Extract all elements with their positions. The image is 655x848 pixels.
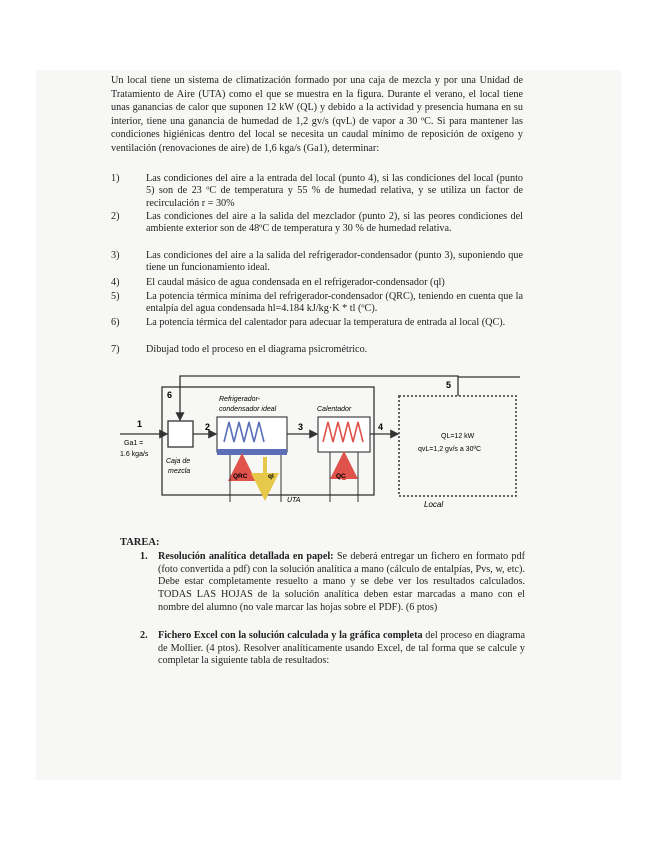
question-text: Las condiciones del aire a la salida del refrigerador-condensador (punto 3), suponiendo que tiene un funcionamiento ideal. — [146, 250, 523, 274]
heater-box — [318, 417, 370, 452]
tarea-text: del proceso en diagrama de Mollier. (4 ptos). Resolver analíticamente usando Excel, de tal forma que se calcule y completar la siguiente tabla de resultados: — [158, 630, 525, 667]
qrc-label: QRC — [233, 473, 248, 480]
problem-statement: Un local tiene un sistema de climatización formado por una caja de mezcla y por una Unidad de Tratamiento de Aire (UTA) como el que se muestra en la figura. Durante el verano, el local tiene unas ganancias de calor que suponen 12 kW (QL) y debido a la actividad y presencia humana en su interior, tiene una ganancia de humedad de 1,2 gv/s (qvL) de vapor a 30 ºC. Si para mantener las condiciones higiénicas dentro del local se necesita un caudal mínimo de reposición de oxígeno y ventilación (renovaciones de aire) de 1,6 kga/s (Ga1), determinar: — [111, 75, 523, 154]
refrigerator-label: Refrigerador- — [219, 396, 261, 403]
point-5-label: 5 — [446, 380, 452, 390]
tarea-number: 2. — [140, 630, 148, 641]
mixing-box — [168, 421, 193, 447]
qc-label: QC — [336, 473, 346, 480]
ql-label: ql — [268, 473, 274, 480]
point-1-label: 1 — [137, 419, 143, 429]
local-moisture-gain: qvL=1,2 gv/s a 30ºC — [418, 446, 482, 453]
tarea-bold: Fichero Excel con la solución calculada y la gráfica completa — [158, 630, 423, 641]
tarea-number: 1. — [140, 551, 148, 562]
heater-label: Calentador — [317, 406, 352, 413]
local-heat-gain: QL=12 kW — [441, 433, 475, 440]
question-number: 5) — [111, 291, 120, 302]
question-text: Las condiciones del aire a la entrada del local (punto 4), si las condiciones del local (punto 5) son de 23 ºC de temperatura y 55 % de humedad relativa, y se utiliza un factor de recirculación r = 30% — [146, 173, 523, 209]
mixing-box-label-2: mezcla — [168, 468, 191, 475]
point-2-label: 2 — [205, 422, 211, 432]
question-number: 7) — [111, 344, 120, 355]
tarea-text: Se deberá entregar un fichero en formato pdf (foto convertida a pdf) con la solución analítica a mano (cálculo de entalpías, Pvs, w, etc). Debe estar completamente resuelto a mano y se debe ver los resultados calculados. TODAS LAS HOJAS de la solución analítica deben estar marcadas a mano con el nombre del alumno (no vale marcar las hojas sobre el PDF). (6 ptos) — [158, 551, 525, 613]
question-text: Dibujad todo el proceso en el diagrama psicrométrico. — [146, 344, 368, 355]
ga1-label: Ga1 = — [124, 440, 144, 447]
question-number: 3) — [111, 250, 120, 261]
local-label: Local — [424, 500, 444, 509]
tarea-heading: TAREA: — [120, 537, 160, 548]
uta-label: UTA — [287, 497, 301, 504]
question-number: 4) — [111, 277, 120, 288]
tarea-bold: Resolución analítica detallada en papel: — [158, 551, 334, 562]
question-text: El caudal másico de agua condensada en el refrigerador-condensador (ql) — [146, 277, 445, 288]
mixing-box-label: Caja de — [166, 458, 191, 465]
refrigerator-label-2: condensador ideal — [219, 406, 277, 413]
question-number: 6) — [111, 317, 120, 328]
question-number: 1) — [111, 173, 120, 184]
question-text: La potencia térmica del calentador para adecuar la temperatura de entrada al local (QC). — [146, 317, 506, 328]
point-3-label: 3 — [298, 422, 304, 432]
question-text: La potencia térmica mínima del refrigerador-condensador (QRC), teniendo en cuenta que la entalpía del agua condensada hl=4.184 kJ/kg·K * tl (ºC). — [146, 291, 523, 315]
point-4-label: 4 — [378, 422, 384, 432]
refrigerator-tray — [217, 449, 287, 455]
question-number: 2) — [111, 211, 120, 222]
question-text: Las condiciones del aire a la salida del mezclador (punto 2), si las peores condiciones del ambiente exterior son de 48ºC de temperatura y 30 % de humedad relativa. — [146, 211, 523, 235]
point-6-label: 6 — [167, 390, 173, 400]
ga1-value: 1.6 kga/s — [120, 451, 149, 458]
